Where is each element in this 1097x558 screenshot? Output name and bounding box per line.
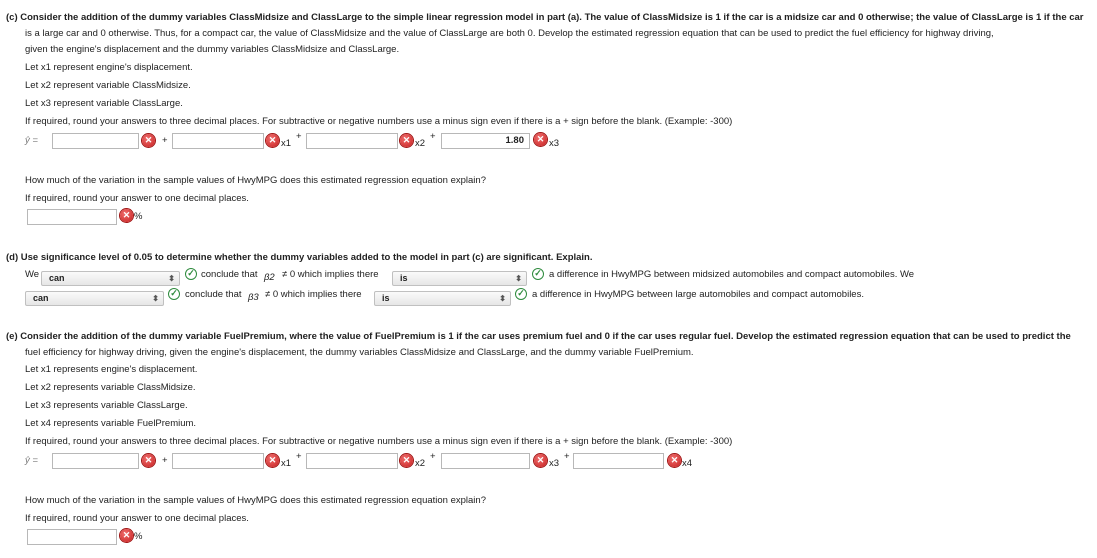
- x3-label: x3: [549, 138, 560, 149]
- part-e-line1: (e) Consider the addition of the dummy variable FuelPremium, where the value of FuelPremium is 1 if the car uses premium fuel and 0 if the car uses regular fuel. Develop the estimated regression equation that can be used to predict the: [6, 331, 1071, 342]
- conclude-label: conclude that: [185, 289, 242, 300]
- e-b2-input[interactable]: [306, 453, 398, 469]
- plus-sign: +: [162, 135, 168, 146]
- x1-label: x1: [281, 458, 292, 469]
- x-circle-icon: ✕: [400, 454, 413, 467]
- x-circle-icon: ✕: [266, 134, 279, 147]
- plus-sign: +: [296, 131, 302, 142]
- part-d-line1: (d) Use significance level of 0.05 to determine whether the dummy variables added to the model in part (c) are significant. Explain.: [6, 252, 593, 263]
- e-b4-input[interactable]: [573, 453, 664, 469]
- check-circle-icon: ✓: [515, 288, 527, 300]
- part-e-line2: fuel efficiency for highway driving, given the engine's displacement, the dummy variables ClassMidsize and ClassLarge, and the dummy variable FuelPremium.: [25, 347, 694, 358]
- beta3-label: β3: [248, 292, 259, 303]
- x4-label: x4: [682, 458, 693, 469]
- part-e-question: How much of the variation in the sample values of HwyMPG does this estimated regression equation explain?: [25, 495, 486, 506]
- b2-input[interactable]: [306, 133, 398, 149]
- plus-sign: +: [430, 451, 436, 462]
- x-circle-icon: ✕: [668, 454, 681, 467]
- e-b1-input[interactable]: [172, 453, 264, 469]
- percent-sign: %: [134, 531, 143, 542]
- x-circle-icon: ✕: [120, 529, 133, 542]
- difference-label-1: a difference in HwyMPG between midsized automobiles and compact automobiles. We: [549, 269, 915, 280]
- x2-label: x2: [415, 138, 426, 149]
- part-c-question: How much of the variation in the sample values of HwyMPG does this estimated regression equation explain?: [25, 175, 486, 186]
- is-select-1[interactable]: is ⬍: [392, 271, 527, 286]
- part-c-line1: (c) Consider the addition of the dummy variables ClassMidsize and ClassLarge to the simple linear regression model in part (a). The value of ClassMidsize is 1 if the car is a midsize car and 0 otherwise; the value of ClassLarge is 1 if the car: [6, 12, 1084, 23]
- check-circle-icon: ✓: [168, 288, 180, 300]
- plus-sign: +: [564, 451, 570, 462]
- b3-input[interactable]: 1.80: [441, 133, 530, 149]
- plus-sign: +: [162, 455, 168, 466]
- b1-input[interactable]: [172, 133, 264, 149]
- part-c-line2: is a large car and 0 otherwise. Thus, for a compact car, the value of ClassMidsize and the value of ClassLarge are both 0. Develop the estimated regression equation that can be used to predict the fuel efficiency for highway driving,: [25, 28, 994, 39]
- conclude-label: conclude that: [201, 269, 258, 280]
- x3-label: x3: [549, 458, 560, 469]
- x-circle-icon: ✕: [534, 454, 547, 467]
- we-label: We: [25, 269, 40, 280]
- can-select-1[interactable]: can ⬍: [41, 271, 180, 286]
- plus-sign: +: [296, 451, 302, 462]
- check-circle-icon: ✓: [532, 268, 544, 280]
- x-circle-icon: ✕: [120, 209, 133, 222]
- yhat-label: ŷ =: [25, 135, 38, 146]
- x-circle-icon: ✕: [400, 134, 413, 147]
- part-e-let1: Let x1 represents engine's displacement.: [25, 364, 198, 375]
- can-select-2[interactable]: can ⬍: [25, 291, 164, 306]
- difference-label-2: a difference in HwyMPG between large automobiles and compact automobiles.: [532, 289, 864, 300]
- part-c-round-one: If required, round your answer to one decimal places.: [25, 193, 249, 204]
- check-circle-icon: ✓: [185, 268, 197, 280]
- x-circle-icon: ✕: [534, 133, 547, 146]
- is-select-2[interactable]: is ⬍: [374, 291, 511, 306]
- plus-sign: +: [430, 131, 436, 142]
- r-squared-input[interactable]: [27, 209, 117, 225]
- part-c-let1: Let x1 represent engine's displacement.: [25, 62, 193, 73]
- part-c-line3: given the engine's displacement and the dummy variables ClassMidsize and ClassLarge.: [25, 44, 400, 55]
- intercept-input[interactable]: [52, 133, 139, 149]
- yhat-label: ŷ =: [25, 455, 38, 466]
- part-e-let2: Let x2 represents variable ClassMidsize.: [25, 382, 196, 393]
- x-circle-icon: ✕: [142, 134, 155, 147]
- e-intercept-input[interactable]: [52, 453, 139, 469]
- x2-label: x2: [415, 458, 426, 469]
- implies-label: ≠ 0 which implies there: [265, 289, 362, 300]
- part-e-round-note: If required, round your answers to three decimal places. For subtractive or negative numbers use a minus sign even if there is a + sign before the blank. (Example: -300): [25, 436, 733, 447]
- e-b3-input[interactable]: [441, 453, 530, 469]
- x-circle-icon: ✕: [142, 454, 155, 467]
- implies-label: ≠ 0 which implies there: [282, 269, 379, 280]
- percent-sign: %: [134, 211, 143, 222]
- part-e-let3: Let x3 represents variable ClassLarge.: [25, 400, 188, 411]
- part-c-let2: Let x2 represent variable ClassMidsize.: [25, 80, 191, 91]
- beta2-label: β2: [264, 272, 275, 283]
- part-c-let3: Let x3 represent variable ClassLarge.: [25, 98, 183, 109]
- x-circle-icon: ✕: [266, 454, 279, 467]
- part-c-round-note: If required, round your answers to three decimal places. For subtractive or negative numbers use a minus sign even if there is a + sign before the blank. (Example: -300): [25, 116, 733, 127]
- part-e-let4: Let x4 represents variable FuelPremium.: [25, 418, 197, 429]
- e-r-squared-input[interactable]: [27, 529, 117, 545]
- part-e-round-one: If required, round your answer to one decimal places.: [25, 513, 249, 524]
- x1-label: x1: [281, 138, 292, 149]
